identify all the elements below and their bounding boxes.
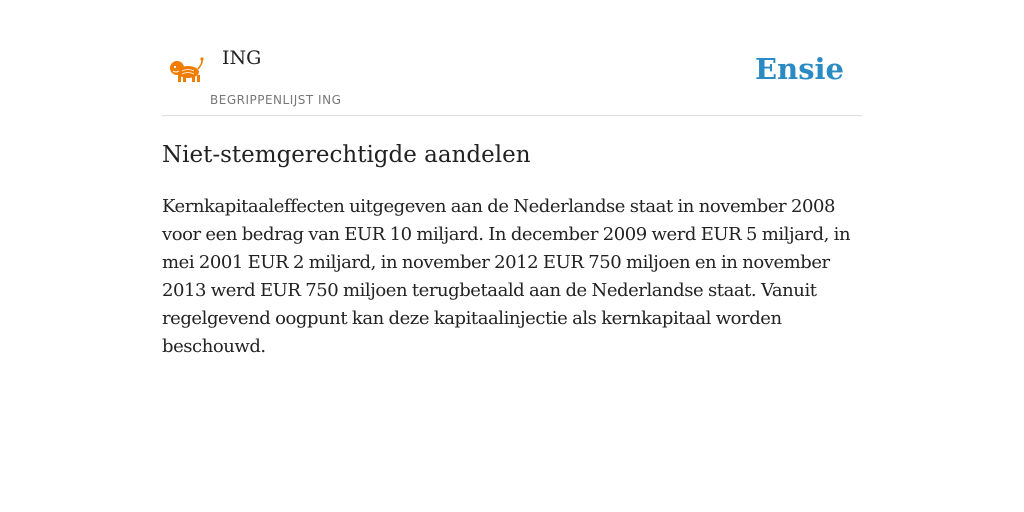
- term-title: Niet-stemgerechtigde aandelen: [162, 142, 531, 168]
- definition-text: Kernkapitaaleffecten uitgegeven aan de Nederlandse staat in november 2008 voor een bedrag van EUR 10 miljard. In december 2009 werd EUR 5 miljard, in mei 2001 EUR 2 miljard, in november 2012 EUR 750 miljoen en in november 2013 werd EUR 750 miljoen terugbetaald aan de Nederlandse staat. Vanuit regelgevend oogpunt kan deze kapitaalinjectie als kernkapitaal worden beschouwd.: [162, 196, 851, 357]
- glossary-label[interactable]: BEGRIPPENLIJST ING: [210, 93, 342, 107]
- source-name[interactable]: ING: [222, 47, 262, 69]
- lion-icon: [168, 57, 204, 83]
- brand-logo[interactable]: Ensie: [755, 52, 844, 86]
- card-header: [162, 0, 862, 116]
- definition-card: [162, 0, 862, 361]
